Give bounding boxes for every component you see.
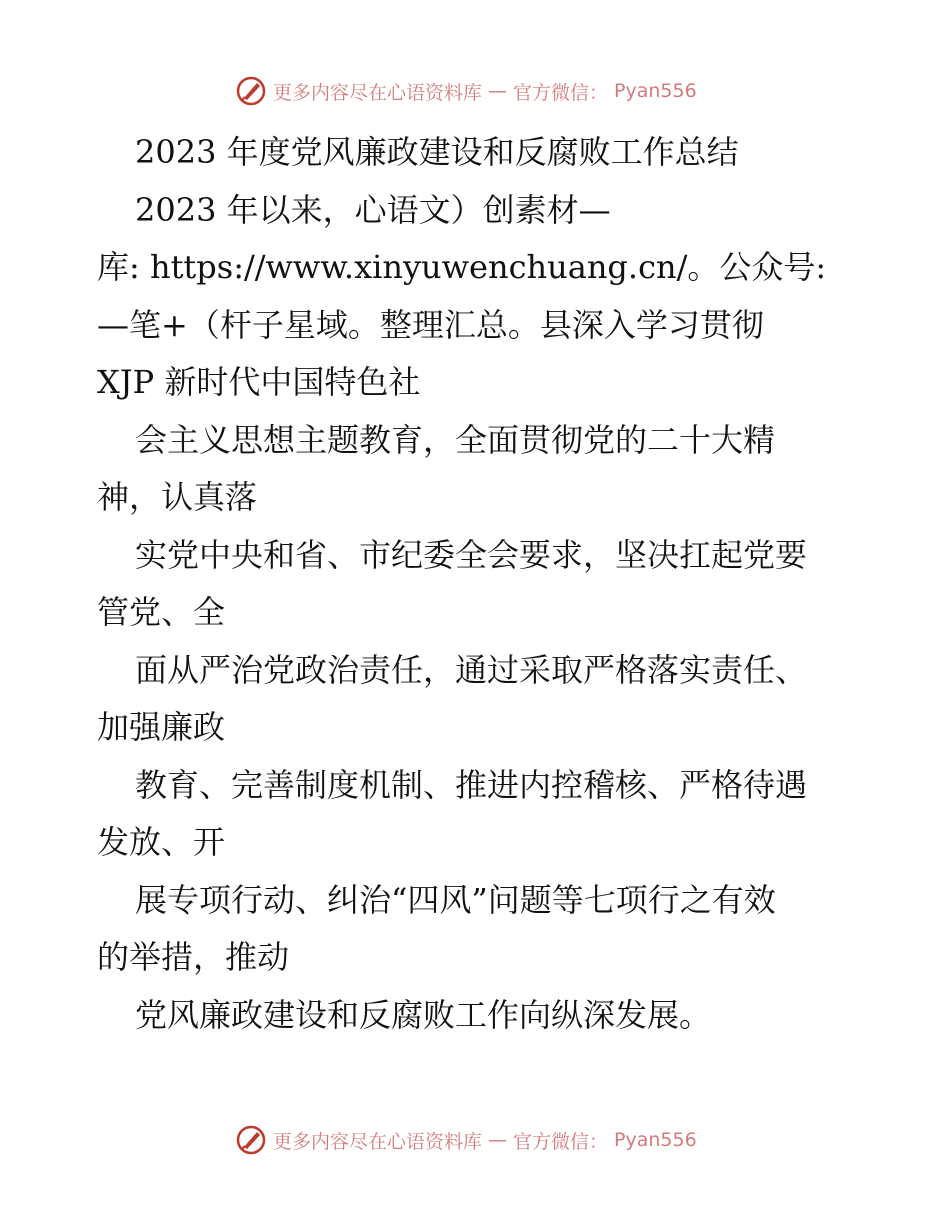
watermark-site-text: 更多内容尽在心语资料库 xyxy=(273,1130,483,1153)
document-title: 2023 年度党风廉政建设和反腐败工作总结 xyxy=(135,133,739,171)
paragraph-line: 神，认真落 xyxy=(97,478,258,516)
paragraph-line: 发放、开 xyxy=(97,823,226,861)
quill-logo-icon xyxy=(235,75,267,107)
document-body xyxy=(97,124,857,1044)
paragraph-line: 面从严治党政治责任，通过采取严格落实责任、 xyxy=(135,650,808,689)
watermark-wechat-label: 官方微信： xyxy=(513,1130,609,1153)
paragraph-line: 教育、完善制度机制、推进内控稽核、严格待遇 xyxy=(135,765,808,804)
watermark-wechat-label: 官方微信： xyxy=(513,81,609,104)
paragraph-line: 2023 年以来，心语文）创素材— xyxy=(135,190,611,229)
paragraph-line: 库: https://www.xinyuwenchuang.cn/。公众号: xyxy=(97,248,827,286)
paragraph-line: 党风廉政建设和反腐败工作向纵深发展。 xyxy=(135,995,712,1034)
paragraph-line: 的举措，推动 xyxy=(97,938,290,976)
paragraph-line: 会主义思想主题教育，全面贯彻党的二十大精 xyxy=(135,420,776,459)
paragraph-line: —笔+（杆子星域。整理汇总。县深入学习贯彻 xyxy=(97,305,764,344)
watermark-separator: — xyxy=(488,80,508,102)
quill-logo-icon xyxy=(235,1124,267,1156)
header-watermark xyxy=(235,73,697,109)
watermark-wechat-id: Pyan556 xyxy=(614,1129,697,1151)
paragraph-line: 管党、全 xyxy=(97,593,226,631)
paragraph-line: XJP 新时代中国特色社 xyxy=(97,363,421,401)
footer-watermark xyxy=(235,1122,697,1158)
paragraph-line: 实党中央和省、市纪委全会要求，坚决扛起党要 xyxy=(135,535,808,574)
paragraph-line: 加强廉政 xyxy=(97,708,226,746)
watermark-wechat-id: Pyan556 xyxy=(614,80,697,102)
watermark-separator: — xyxy=(488,1129,508,1151)
paragraph-line: 展专项行动、纠治“四风”问题等七项行之有效 xyxy=(135,880,776,919)
watermark-site-text: 更多内容尽在心语资料库 xyxy=(273,81,483,104)
